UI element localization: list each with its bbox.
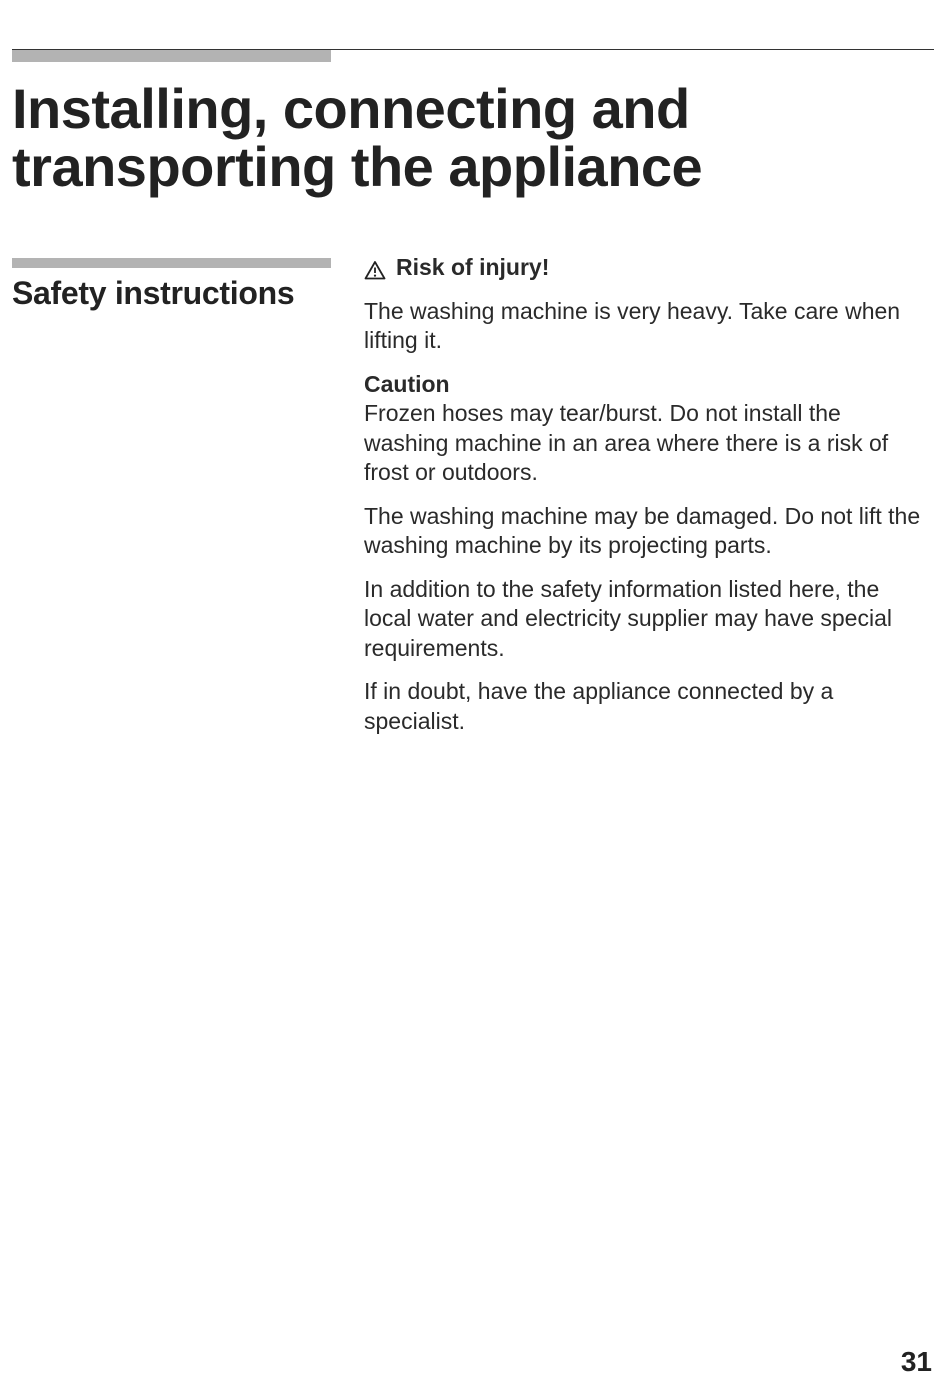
page-number: 31 [900,1346,932,1377]
section-heading: Safety instructions [12,275,295,311]
caution-text: Frozen hoses may tear/burst. Do not install the washing machine in an area where there is a risk of frost or outdoors. [364,400,889,485]
section-accent-bar [12,258,331,268]
warning-label: Risk of injury! [396,254,550,280]
warning-line [364,253,929,283]
paragraph-heavy: The washing machine is very heavy. Take care when lifting it. [364,297,901,353]
page-title [12,77,912,198]
warning-triangle-icon [364,258,386,278]
page-title-line-1: Installing, connecting and [12,77,690,140]
caution-block [364,370,929,488]
caution-label: Caution [364,370,450,397]
paragraph-specialist: If in doubt, have the appliance connected by a specialist. [364,678,834,734]
paragraph-supplier: In addition to the safety information listed here, the local water and electricity supplier may have special requirements. [364,575,892,661]
page-title-line-2: transporting the appliance [12,135,703,198]
top-accent-bar [12,50,331,62]
paragraph-damage: The washing machine may be damaged. Do not lift the washing machine by its projecting parts. [364,502,921,558]
safety-content [364,253,929,750]
